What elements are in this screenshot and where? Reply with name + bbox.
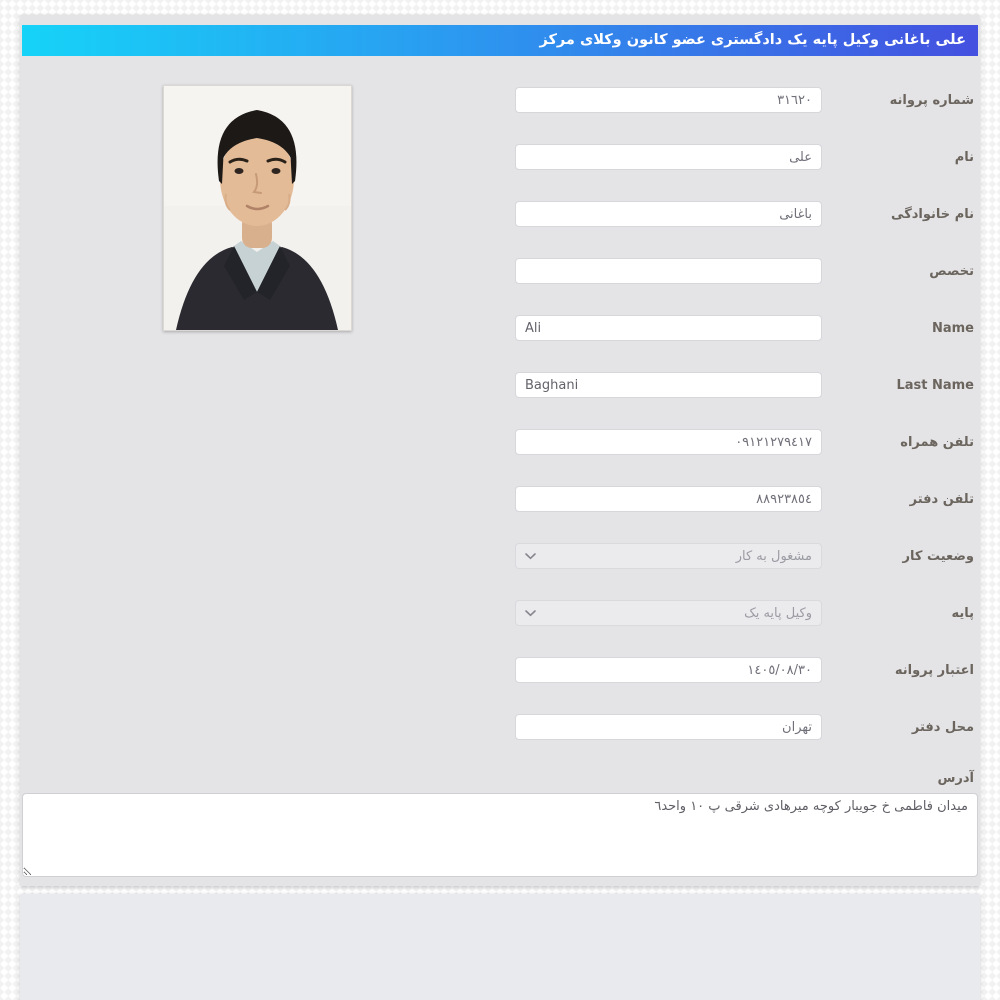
field-row-specialty	[20, 258, 980, 284]
bottom-section	[20, 894, 980, 1000]
page-title: علی باغانی وکیل پایه یک دادگستری عضو کانون وکلای مرکز	[539, 32, 966, 48]
name-en-label: Name	[931, 320, 974, 336]
first-name-label: نام	[954, 149, 974, 165]
office-phone-label: تلفن دفتر	[909, 491, 974, 507]
field-row-work-status	[20, 543, 980, 569]
license-number-input[interactable]	[515, 87, 822, 113]
grade-label: پایه	[951, 605, 974, 621]
mobile-phone-input[interactable]	[515, 429, 822, 455]
grade-select[interactable]	[515, 600, 822, 626]
profile-form	[20, 87, 980, 877]
field-row-license-number	[20, 87, 980, 113]
name-en-input[interactable]	[515, 315, 822, 341]
grade-selected-value: وکیل پایه یک	[744, 605, 812, 621]
office-location-label: محل دفتر	[911, 719, 974, 735]
license-validity-label: اعتبار پروانه	[894, 662, 974, 678]
specialty-label: تخصص	[929, 263, 974, 279]
field-row-name-en	[20, 315, 980, 341]
lastname-en-label: Last Name	[896, 377, 974, 393]
field-row-license-validity	[20, 657, 980, 683]
field-row-office-location	[20, 714, 980, 740]
office-location-input[interactable]	[515, 714, 822, 740]
field-row-grade	[20, 600, 980, 626]
lastname-en-input[interactable]	[515, 372, 822, 398]
last-name-label: نام خانوادگی	[891, 206, 974, 222]
header-banner	[22, 25, 978, 56]
license-validity-input[interactable]	[515, 657, 822, 683]
address-textarea[interactable]	[22, 793, 978, 877]
work-status-selected-value: مشغول به کار	[735, 548, 812, 564]
work-status-label: وضعیت کار	[902, 548, 974, 564]
work-status-select[interactable]	[515, 543, 822, 569]
field-row-lastname-en	[20, 372, 980, 398]
address-label: آدرس	[937, 771, 974, 786]
chevron-down-icon	[525, 610, 536, 617]
chevron-down-icon	[525, 553, 536, 560]
field-row-last-name	[20, 201, 980, 227]
last-name-input[interactable]	[515, 201, 822, 227]
field-row-mobile-phone	[20, 429, 980, 455]
first-name-input[interactable]	[515, 144, 822, 170]
field-row-first-name	[20, 144, 980, 170]
field-row-office-phone	[20, 486, 980, 512]
mobile-phone-label: تلفن همراه	[900, 434, 974, 450]
license-number-label: شماره پروانه	[889, 92, 974, 108]
specialty-input[interactable]	[515, 258, 822, 284]
office-phone-input[interactable]	[515, 486, 822, 512]
profile-card	[20, 15, 980, 886]
